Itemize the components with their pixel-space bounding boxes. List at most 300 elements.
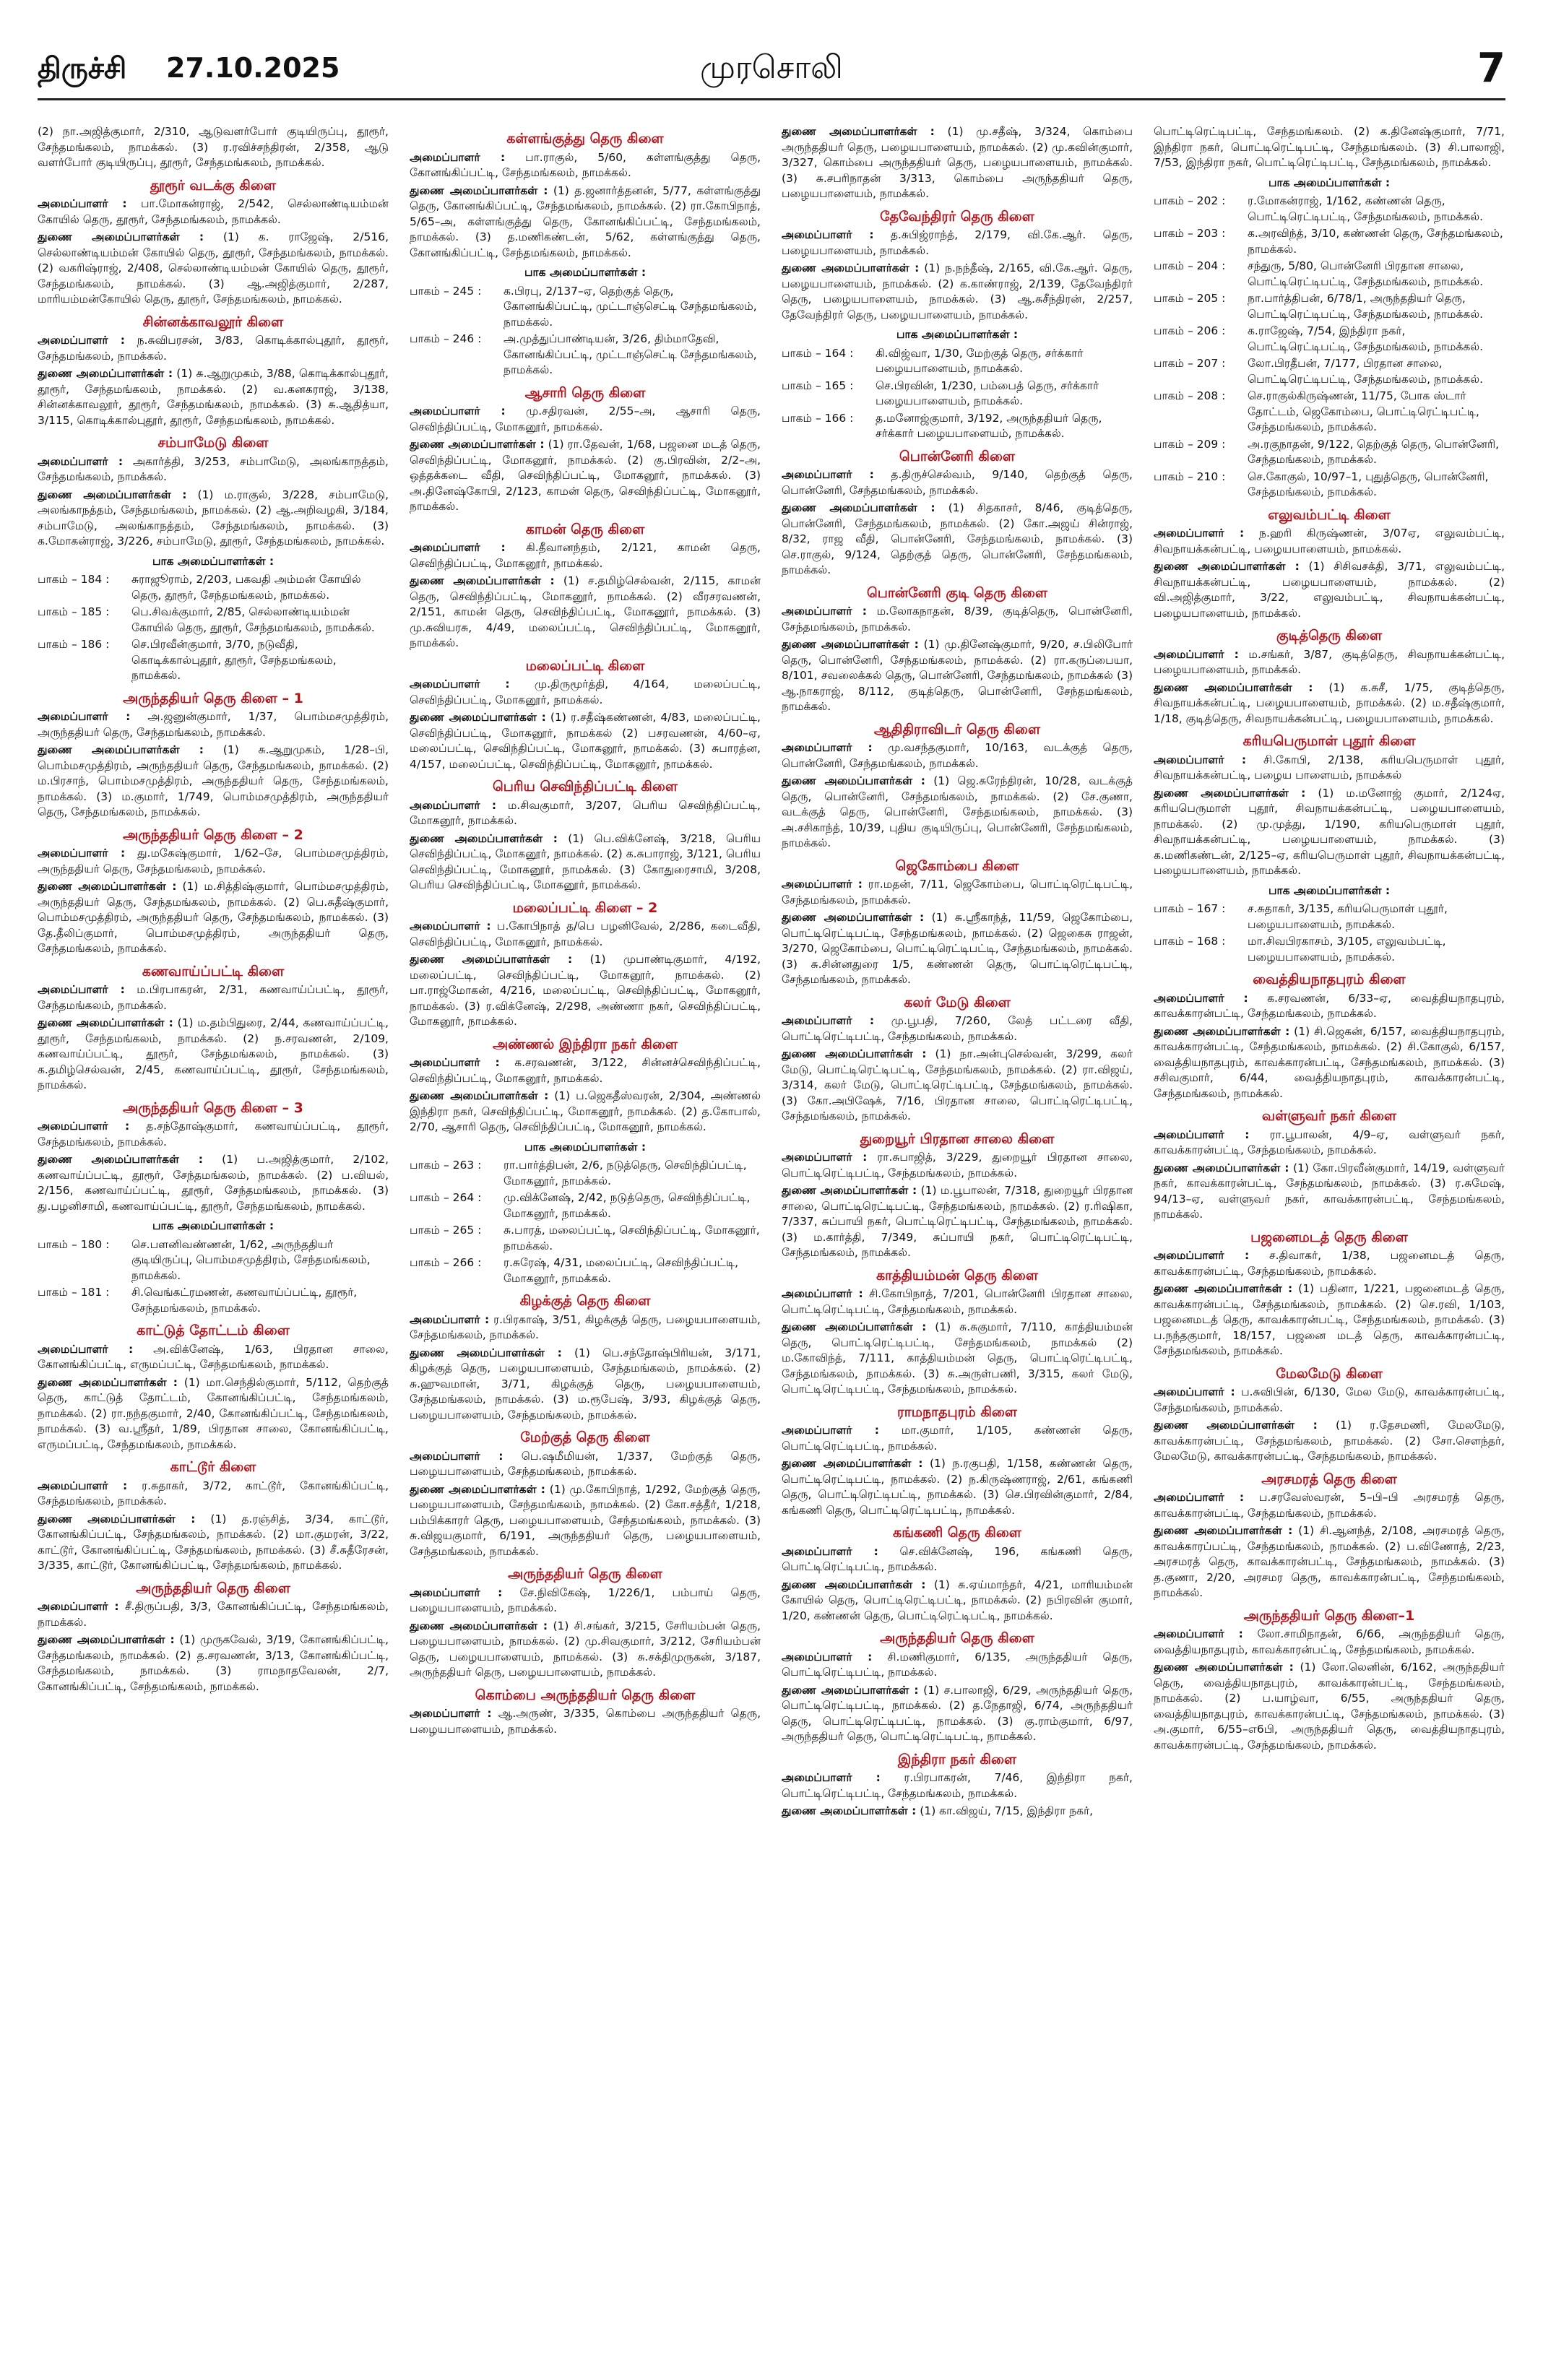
role-label: அமைப்பாளர் : bbox=[782, 741, 873, 754]
member-entry bbox=[782, 1456, 1133, 1518]
role-label: துணை அமைப்பாளர்கள் : bbox=[1154, 1024, 1290, 1038]
member-details: (1) ச.தமிழ்செல்வன், 2/115, காமன் தெரு, செவிந்திப்பட்டி, மோகனூர், நாமக்கல். (2) வீரசரவணன், 2/151, காமன் தெரு, செவிந்திப்பட்டி, மோகனூர், நாமக்கல். (3) மு.சுவியரசு, 4/49, மலைப்பட்டி, செவிந்திப்பட்டி, மோகனூர், நாமக்கல். bbox=[410, 574, 761, 649]
member-entry bbox=[782, 910, 1133, 988]
member-details: (1) சி.சங்கர், 3/215, சேரியம்பன் தெரு, பழையபாளையம், நாமக்கல். (2) மு.சிவகுமார், 3/212, சேரியம்பன் தெரு, பழையபாளையம், நாமக்கல். (3) சு.சக்திமுருகன், 3/187, அருந்ததியர் தெரு, பழையபாளையம், நாமக்கல். bbox=[410, 1619, 761, 1679]
branch-heading: அருந்ததியர் தெரு கிளை – 1 bbox=[123, 690, 303, 706]
member-details: (1) ந.ரகுபதி, 1/158, கண்ணன் தெரு, பொட்டிரெட்டிபட்டி, நாமக்கல். (2) ந.கிருஷ்ணராஜ், 2/61, கங்கணி தெரு, பொட்டிரெட்டிபட்டி, நாமக்கல். (3) செ.பிரவின்குமார், 2/84, கங்கணி தெரு, பொட்டிரெட்டிபட்டி, நாமக்கல். bbox=[782, 1457, 1133, 1517]
role-label: துணை அமைப்பாளர்கள் : bbox=[38, 1633, 175, 1646]
booth-organizer: க.பிரபு, 2/137–ஏ, தெற்குத் தெரு, கோனங்கிப்பட்டி, முட்டாஞ்செட்டி சேந்தமங்கலம், நாமக்கல். bbox=[503, 284, 757, 329]
role-label: துணை அமைப்பாளர்கள் : bbox=[410, 1482, 546, 1496]
member-details: மு.வசந்தகுமார், 10/163, வடக்குத் தெரு, பொன்னேரி, சேந்தமங்கலம், நாமக்கல். bbox=[782, 741, 1133, 770]
member-details: க.சரவணன், 3/122, சின்னச்செவிந்திப்பட்டி, செவிந்திப்பட்டி, மோகனூர், நாமக்கல். bbox=[410, 1056, 761, 1085]
role-label: துணை அமைப்பாளர்கள் : bbox=[1154, 786, 1306, 800]
role-label: அமைப்பாளர் : bbox=[38, 1479, 128, 1492]
member-details: (1) ம.மனோஜ் குமார், 2/124ஏ, கரியபெருமாள் புதூர், சிவநாயக்கன்பட்டி, பழையபாளையம், நாமக்கல். (2) மு.முத்து, 1/190, கரியபெருமாள் புதூர், சிவநாயக்கன்பட்டி, பழையபாளையம், நாமக்கல். (3) க.மணிகண்டன், 2/125–ஏ, கரியபெருமாள் புதூர், சிவநாயக்கன்பட்டி, பழையபாளையம், நாமக்கல். bbox=[1154, 786, 1505, 877]
booth-number: பாகம் – 184 : bbox=[38, 573, 110, 586]
booth-number: பாகம் – 209 : bbox=[1154, 437, 1226, 451]
role-label: துணை அமைப்பாளர்கள் : bbox=[1154, 1524, 1293, 1537]
branch-heading: ஜெகோம்பை கிளை bbox=[895, 857, 1019, 874]
member-details: (1) ப.ஜெகதீஸ்வரன், 2/304, அண்ணல் இந்திரா நகர், செவிந்திப்பட்டி, மோகனூர், நாமக்கல். (2) த.கோபால், 2/70, ஆசாரி தெரு, செவிந்திப்பட்டி, மோகனூர், நாமக்கல். bbox=[410, 1089, 761, 1133]
booth-organizer: செ.கோகுல், 10/97–1, புதுத்தெரு, பொன்னேரி, சேந்தமங்கலம், நாமக்கல். bbox=[1248, 469, 1489, 498]
member-entry bbox=[38, 230, 389, 308]
member-details: (1) ம.சித்திஷ்குமார், பொம்மசமுத்திரம், அருந்ததியர் தெரு, சேந்தமங்கலம், நாமக்கல். (2) பெ.சுதீஷ்குமார், பொம்மசமுத்திரம், அருந்ததியர் தெரு, சேந்தமங்கலம், நாமக்கல். (3) தே.தீலிப்குமார், பொம்மசமுத்திரம், அருந்ததியர் தெரு, சேந்தமங்கலம், நாமக்கல். bbox=[38, 880, 389, 955]
booth-entry bbox=[782, 346, 1133, 377]
role-label: துணை அமைப்பாளர்கள் : bbox=[410, 1089, 549, 1102]
branch-heading: ராமநாதபுரம் கிளை bbox=[896, 1403, 1018, 1420]
booth-entry bbox=[1154, 291, 1505, 322]
branch-heading: எலுவம்பட்டி கிளை bbox=[1268, 506, 1391, 523]
role-label: அமைப்பாளர் : bbox=[38, 1600, 119, 1613]
member-entry bbox=[782, 1286, 1133, 1317]
member-entry bbox=[782, 1047, 1133, 1125]
branch-heading: இந்திரா நகர் கிளை bbox=[897, 1751, 1017, 1767]
member-entry bbox=[782, 1650, 1133, 1681]
branch-heading: மேலமேடு கிளை bbox=[1276, 1365, 1383, 1382]
branch-heading: கள்ளங்குத்து தெரு கிளை bbox=[506, 131, 664, 147]
member-details: பெ.ஷமீமியன், 1/337, மேற்குத் தெரு, பழையபாளையம், சேந்தமங்கலம், நாமக்கல். bbox=[410, 1449, 761, 1478]
member-entry bbox=[782, 774, 1133, 852]
member-details: (1) கா.விஜய், 7/15, இந்திரா நகர், bbox=[920, 1804, 1094, 1817]
member-details: ச.திவாகர், 1/38, பஜனைமடத் தெரு, காவக்காரன்பட்டி, சேந்தமங்கலம், நாமக்கல். bbox=[1154, 1249, 1505, 1278]
booth-number: பாகம் – 210 : bbox=[1154, 469, 1226, 483]
booth-organizer: மு.விக்னேஷ், 2/42, நடுத்தெரு, செவிந்திப்பட்டி, மோகனூர், நாமக்கல். bbox=[503, 1191, 751, 1220]
member-details: (1) நா.அன்புசெல்வன், 3/299, கலர் மேடு, பொட்டிரெட்டிபட்டி, சேந்தமங்கலம், நாமக்கல். (2) ரா.விஜய், 3/314, கலர் மேடு, பொட்டிரெட்டிபட்டி, சேந்தமங்கலம், நாமக்கல். (3) கோ.அபிஷேக், 7/16, பிரதான சாலை, பொட்டிரெட்டிபட்டி, சேந்தமங்கலம், நாமக்கல். bbox=[782, 1047, 1133, 1122]
booth-organizer: பெ.சிவக்குமார், 2/85, செல்லாண்டியம்மன் கோயில் தெரு, தூரூர், சேந்தமங்கலம், நாமக்கல். bbox=[131, 605, 375, 634]
member-details: மு.திருமூர்த்தி, 4/164, மலைப்பட்டி, செவிந்திப்பட்டி, மோகனூர், நாமக்கல். bbox=[410, 678, 761, 706]
branch-heading: அருந்ததியர் தெரு கிளை – 2 bbox=[123, 826, 303, 843]
member-entry bbox=[782, 1423, 1133, 1454]
branch-heading: பொன்னேரி கிளை bbox=[899, 448, 1016, 464]
member-entry bbox=[782, 228, 1133, 259]
role-label: அமைப்பாளர் : bbox=[38, 454, 124, 468]
member-details: சே.நிவிகேஷ், 1/226/1, பம்பாய் தெரு, பழையபாளையம், நாமக்கல். bbox=[410, 1585, 761, 1614]
booth-entry bbox=[1154, 389, 1505, 436]
member-details: (1) முருகவேல், 3/19, கோனங்கிப்பட்டி, சேந்தமங்கலம், நாமக்கல். (2) த.சரவணன், 3/13, கோனங்கிப்பட்டி, சேந்தமங்கலம், நாமக்கல். (3) ராமநாதவேலன், 2/7, கோனங்கிப்பட்டி, சேந்தமங்கலம், நாமக்கல். bbox=[38, 1633, 389, 1693]
member-details: மு.பூபதி, 7/260, லேத் பட்டரை வீதி, பொட்டிரெட்டிபட்டி, சேந்தமங்கலம், நாமக்கல். bbox=[782, 1014, 1133, 1043]
booth-organizer: அ.முத்துப்பாண்டியன், 3/26, திம்மாதேவி, கோனங்கிப்பட்டி, முட்டாஞ்செட்டி சேந்தமங்கலம், நாமக்கல். bbox=[503, 332, 757, 376]
booth-entry bbox=[782, 378, 1133, 410]
booth-organizer: ரா.பார்த்திபன், 2/6, நடுத்தெரு, செவிந்திப்பட்டி, மோகனூர், நாமக்கல். bbox=[503, 1159, 747, 1187]
member-entry bbox=[38, 879, 389, 957]
member-details: ரா.சுபாஜித், 3/229, துறையூர் பிரதான சாலை, பொட்டிரெட்டிபட்டி, சேந்தமங்கலம், நாமக்கல். bbox=[782, 1151, 1133, 1180]
booth-organizer: த.மனோஜ்குமார், 3/192, அருந்ததியர் தெரு, சர்க்கார் பழையபாளையம், நாமக்கல். bbox=[876, 411, 1102, 440]
branch-heading: கொம்பை அருந்ததியர் தெரு கிளை bbox=[475, 1687, 696, 1703]
member-entry bbox=[410, 1619, 761, 1681]
member-entry bbox=[1154, 1385, 1505, 1416]
booth-organizer: சுராஜூராம், 2/203, பகவதி அம்மன் கோயில் தெரு, தூரூர், சேந்தமங்கலம், நாமக்கல். bbox=[131, 573, 361, 602]
role-label: துணை அமைப்பாளர்கள் : bbox=[38, 1153, 203, 1166]
role-label: அமைப்பாளர் : bbox=[410, 1056, 500, 1069]
booth-section-heading: பாக அமைப்பாளர்கள் : bbox=[1268, 176, 1391, 189]
member-details: (1) சு.ஆறுமுகம், 3/88, கொடிக்கால்புதூர், தூரூர், சேந்தமங்கலம், நாமக்கல். (2) வ.கனகராஜ், 3/138, சின்னக்காவலூர், தூரூர், சேந்தமங்கலம், நாமக்கல். (3) சு.ஆதித்யா, 3/115, கொடிக்கால்புதூர், தூரூர், சேந்தமங்கலம், நாமக்கல். bbox=[38, 367, 389, 427]
role-label: அமைப்பாளர் : bbox=[1154, 1627, 1243, 1640]
booth-entry bbox=[410, 1223, 761, 1254]
member-details: ம.லோகநாதன், 8/39, குடித்தெரு, பொன்னேரி, சேந்தமங்கலம், நாமக்கல். bbox=[782, 605, 1133, 633]
role-label: துணை அமைப்பாளர்கள் : bbox=[1154, 1161, 1289, 1174]
booth-organizer: சு.பாரத், மலைப்பட்டி, செவிந்திப்பட்டி, மோகனூர், நாமக்கல். bbox=[503, 1224, 760, 1252]
role-label: அமைப்பாளர் : bbox=[38, 197, 127, 210]
booth-number: பாகம் – 266 : bbox=[410, 1256, 482, 1269]
member-details: (1) சு.ஆறுமுகம், 1/28–பி, பொம்மசமுத்திரம், அருந்ததியர் தெரு, சேந்தமங்கலம், நாமக்கல். (2) ம.பிரசாந், பொம்மசமுத்திரம், அருந்ததியர் தெரு, சேந்தமங்கலம், நாமக்கல். (3) ம.குமார், 1/749, பொம்மசமுத்திரம், அருந்ததியர் தெரு, சேந்தமங்கலம், நாமக்கல். bbox=[38, 743, 389, 818]
member-entry bbox=[782, 501, 1133, 579]
role-label: துணை அமைப்பாளர்கள் : bbox=[1154, 1419, 1318, 1432]
member-details: ப.கோபிநாத் த/பெ பழனிவேல், 2/286, கடைவீதி, செவிந்திப்பட்டி, மோகனூர், நாமக்கல். bbox=[410, 919, 761, 948]
branch-heading: மேற்குத் தெரு கிளை bbox=[520, 1429, 650, 1445]
member-entry bbox=[1154, 647, 1505, 678]
member-details: அகார்த்தி, 3/253, சம்பாமேடு, அலங்காநத்தம், சேந்தமங்கலம், நாமக்கல். bbox=[38, 454, 389, 483]
member-entry bbox=[782, 1183, 1133, 1261]
member-entry bbox=[782, 1013, 1133, 1044]
role-label: அமைப்பாளர் : bbox=[410, 798, 497, 812]
member-entry bbox=[1154, 680, 1505, 727]
member-entry bbox=[410, 919, 761, 950]
booth-entry bbox=[1154, 469, 1505, 501]
booth-entry bbox=[1154, 259, 1505, 290]
member-details: அ.ஜனுன்குமார், 1/37, பொம்மசமுத்திரம், அருந்ததியர் தெரு, சேந்தமங்கலம், நாமக்கல். bbox=[38, 710, 389, 739]
member-entry bbox=[38, 124, 389, 171]
member-entry bbox=[410, 710, 761, 772]
member-entry bbox=[782, 1150, 1133, 1181]
member-entry bbox=[1154, 1490, 1505, 1521]
booth-number: பாகம் – 207 : bbox=[1154, 357, 1226, 370]
branch-heading: அருந்ததியர் தெரு கிளை–1 bbox=[1243, 1607, 1415, 1624]
member-entry bbox=[782, 1544, 1133, 1575]
member-entry bbox=[1154, 753, 1505, 784]
member-details: (1) சி.ஜெகன், 6/157, வைத்தியநாதபுரம், காவக்காரன்பட்டி, சேந்தமங்கலம், நாமக்கல். (2) சி.கோகுல், 6/157, வைத்தியநாதபுரம், காவக்காரன்பட்டி, சேந்தமங்கலம், நாமக்கல். (3) சசிவகுமார், 6/44, வைத்தியநாதபுரம், காவக்காரன்பட்டி, சேந்தமங்கலம், நாமக்கல். bbox=[1154, 1024, 1505, 1100]
booth-section-heading: பாக அமைப்பாளர்கள் : bbox=[524, 266, 647, 279]
member-entry bbox=[38, 982, 389, 1013]
branch-heading: ஆதிதிராவிடர் தெரு கிளை bbox=[873, 721, 1041, 737]
member-entry bbox=[38, 333, 389, 364]
booth-entry bbox=[410, 1158, 761, 1189]
member-entry bbox=[782, 261, 1133, 323]
role-label: துணை அமைப்பாளர்கள் : bbox=[410, 1619, 548, 1632]
role-label: அமைப்பாளர் : bbox=[1154, 527, 1245, 540]
booth-number: பாகம் – 204 : bbox=[1154, 259, 1226, 272]
role-label: அமைப்பாளர் : bbox=[1154, 1249, 1250, 1262]
branch-heading: அருந்ததியர் தெரு கிளை bbox=[136, 1580, 290, 1596]
booth-number: பாகம் – 263 : bbox=[410, 1159, 482, 1172]
member-entry bbox=[38, 1632, 389, 1695]
booth-organizer: சி.வெங்கட்ரமணன், கணவாய்ப்பட்டி, தூரூர், சேந்தமங்கலம், நாமக்கல். bbox=[131, 1286, 358, 1315]
role-label: அமைப்பாளர் : bbox=[782, 1014, 875, 1027]
member-details: ரா.மதன், 7/11, ஜெகோம்பை, பொட்டிரெட்டிபட்டி, சேந்தமங்கலம், நாமக்கல். bbox=[782, 878, 1133, 906]
member-details: (1) சி.ஆனந்த், 2/108, அரசமரத் தெரு, காவக்காரப்பட்டி, சேந்தமங்கலம், நாமக்கல். (2) ப.விணோத், 2/23, அரசமரத் தெரு, காவக்காரன்பட்டி, சேந்தமங்கலம், நாமக்கல். (3) த.குணா, 2/20, அரசமர தெரு, காவக்காரன்பட்டி, சேந்தமங்கலம், நாமக்கல். bbox=[1154, 1524, 1505, 1599]
booth-organizer: லோ.பிரதீபன், 7/177, பிரதான சாலை, பொட்டிரெட்டிபட்டி, சேந்தமங்கலம், நாமக்கல். bbox=[1248, 357, 1484, 386]
role-label: அமைப்பாளர் : bbox=[410, 541, 506, 554]
role-label: அமைப்பாளர் : bbox=[38, 1120, 130, 1133]
member-details: கி.தீவானந்தம், 2/121, காமன் தெரு, செவிந்திப்பட்டி, மோகனூர், நாமக்கல். bbox=[410, 541, 761, 570]
member-details: (1) பெ.விக்னேஷ், 3/218, பெரிய செவிந்திப்பட்டி, மோகனூர், நாமக்கல். (2) க.சுபாராஜ், 3/121, பெரிய செவிந்திப்பட்டி, மோகனூர், நாமக்கல். (3) கோதுரைசாமி, 3/208, பெரிய செவிந்திப்பட்டி, மோகனூர், நாமக்கல். bbox=[410, 831, 761, 891]
role-label: அமைப்பாளர் : bbox=[782, 468, 874, 481]
member-details: (1) சிசிவசக்தி, 3/71, எலுவம்பட்டி, சிவநாயக்கன்பட்டி, பழையபாளையம், நாமக்கல். (2) வி.அஜித்குமார், 3/22, எலுவம்பட்டி, சிவநாயக்கன்பட்டி, பழையபாளையம், நாமக்கல். bbox=[1154, 560, 1505, 620]
branch-heading: பஜனைமடத் தெரு கிளை bbox=[1250, 1229, 1408, 1245]
member-entry bbox=[410, 1312, 761, 1343]
member-entry bbox=[38, 1119, 389, 1150]
role-label: துணை அமைப்பாளர்கள் : bbox=[410, 183, 548, 197]
branch-heading: மலைப்பட்டி கிளை bbox=[525, 657, 645, 674]
member-details: (1) க. ராஜேஷ், 2/516, செல்லாண்டியம்மன் கோயில் தெரு, தூரூர், சேந்தமங்கலம், நாமக்கல். (2) வகரிஷ்ராஜ், 2/408, செல்லாண்டியம்மன் கோயில் தெரு, தூரூர், சேந்தமங்கலம், நாமக்கல். (3) ஆ.அஜித்குமார், 2/287, மாரியம்மன்கோயில் தெரு, தூரூர், சேந்தமங்கலம், நாமக்கல். bbox=[38, 230, 389, 306]
role-label: அமைப்பாளர் : bbox=[410, 1707, 492, 1720]
member-entry bbox=[1154, 1161, 1505, 1223]
member-details: (2) நா.அஜித்குமார், 2/310, ஆடுவளர்போர் குடியிருப்பு, தூரூர், சேந்தமங்கலம், நாமக்கல். (3) ர.ரவிச்சந்திரன், 2/358, ஆடு வளர்போர் குடியிருப்பு, தூரூர், சேந்தமங்கலம், நாமக்கல். bbox=[38, 125, 389, 169]
role-label: அமைப்பாளர் : bbox=[38, 710, 131, 723]
member-details: பொட்டிரெட்டிபட்டி, சேந்தமங்கலம். (2) க.தினேஷ்குமார், 7/71, இந்திரா நகர், பொட்டிரெட்டிபட்டி, சேந்தமங்கலம். (3) சி.பாலாஜி, 7/53, இந்திரா நகர், பொட்டிரெட்டிபட்டி, சேந்தமங்கலம், நாமக்கல். bbox=[1154, 125, 1505, 169]
role-label: அமைப்பாளர் : bbox=[38, 334, 125, 347]
booth-number: பாகம் – 181 : bbox=[38, 1286, 110, 1299]
branch-heading: காத்தியம்மன் தெரு கிளை bbox=[876, 1267, 1038, 1284]
branch-heading: கரியபெருமாள் புதூர் கிளை bbox=[1242, 733, 1416, 749]
member-details: (1) ம.பூபாலன், 7/318, துறையூர் பிரதான சாலை, பொட்டிரெட்டிபட்டி, சேந்தமங்கலம், நாமக்கல். (2) ர.ரிஷிகா, 7/337, சுப்பாயி நகர், பொட்டிரெட்டிபட்டி, சேந்தமங்கலம், நாமக்கல். (3) ம.கார்த்தி, 7/349, சுப்பாயி நகர், பொட்டிரெட்டிபட்டி, சேந்தமங்கலம், நாமக்கல். bbox=[782, 1184, 1133, 1259]
booth-organizer: மா.சிவபிரகாசம், 3/105, எலுவம்பட்டி, பழையபாளையம், நாமக்கல். bbox=[1248, 935, 1446, 964]
member-details: (1) த.ரஞ்சித், 3/34, காட்டூர், கோனங்கிப்பட்டி, சேந்தமங்கலம், நாமக்கல். (2) மா.குமரன், 3/22, காட்டூர், கோனங்கிப்பட்டி, சேந்தமங்கலம், நாமக்கல். (3) சீ.சுதீரேசன், 3/335, காட்டூர், கோனங்கிப்பட்டி, சேந்தமங்கலம், நாமக்கல். bbox=[38, 1512, 389, 1572]
booth-entry bbox=[1154, 901, 1505, 932]
member-details: சீ.திருப்பதி, 3/3, கோனங்கிப்பட்டி, சேந்தமங்கலம், நாமக்கல். bbox=[38, 1600, 389, 1629]
role-label: அமைப்பாளர் : bbox=[1154, 991, 1248, 1005]
branch-heading: கணவாய்ப்பட்டி கிளை bbox=[142, 963, 285, 979]
booth-number: பாகம் – 168 : bbox=[1154, 935, 1226, 948]
role-label: துணை அமைப்பாளர்கள் : bbox=[410, 711, 546, 724]
booth-entry bbox=[1154, 356, 1505, 387]
member-entry bbox=[410, 1482, 761, 1560]
role-label: அமைப்பாளர் : bbox=[782, 1424, 879, 1437]
member-entry bbox=[410, 798, 761, 829]
branch-heading: கங்கணி தெரு கிளை bbox=[893, 1525, 1021, 1541]
role-label: துணை அமைப்பாளர்கள் : bbox=[1154, 560, 1300, 573]
member-entry bbox=[1154, 1627, 1505, 1658]
role-label: அமைப்பாளர் : bbox=[410, 919, 491, 932]
member-details: ம.சங்கர், 3/87, குடித்தெரு, சிவநாயக்கன்பட்டி, பழையபாளையம், நாமக்கல். bbox=[1154, 647, 1505, 676]
branch-heading: அருந்ததியர் தெரு கிளை bbox=[880, 1630, 1034, 1646]
member-entry bbox=[410, 574, 761, 652]
booth-entry bbox=[1154, 324, 1505, 355]
member-details: (1) மா.செந்தில்குமார், 5/112, தெற்குத் தெரு, காட்டுத் தோட்டம், கோனங்கிப்பட்டி, சேந்தமங்கலம், நாமக்கல். (2) ரா.நந்தகுமார், 2/40, கோனங்கிப்பட்டி, சேந்தமங்கலம், நாமக்கல். (3) வ.ஸ்ரீதர், 1/89, பிரதான சாலை, கோனங்கிப்பட்டி, எருமப்பட்டி, சேந்தமங்கலம், நாமக்கல். bbox=[38, 1375, 389, 1451]
member-entry bbox=[38, 454, 389, 485]
role-label: துணை அமைப்பாளர்கள் : bbox=[782, 1320, 927, 1333]
member-entry bbox=[1154, 1418, 1505, 1465]
role-label: துணை அமைப்பாளர்கள் : bbox=[782, 1578, 926, 1591]
member-details: (1) த.ஜனார்த்தனன், 5/77, கள்ளங்குத்து தெரு, கோனங்கிப்பட்டி, சேந்தமங்கலம், நாமக்கல். (2) ரா.கோபிநாத், 5/65–அ, கள்ளங்குத்து தெரு, கோனங்கிப்பட்டி, சேந்தமங்கலம், நாமக்கல். (3) த.மணிகண்டன், 5/62, கள்ளங்குத்து தெரு, கோனங்கிப்பட்டி, சேந்தமங்கலம், நாமக்கல். bbox=[410, 183, 761, 259]
branch-heading: குடித்தெரு கிளை bbox=[1276, 628, 1383, 644]
booth-entry bbox=[410, 332, 761, 378]
member-details: (1) மு.தினேஷ்குமார், 9/20, ச.பிலிபோர் தெரு, பொன்னேரி, சேந்தமங்கலம், நாமக்கல். (2) ரா.கருப்பையா, 8/101, சவலைக்கல் தெரு, பொன்னேரி, சேந்தமங்கலம், நாமக்கல் (3) ஆ.நாகராஜ், 8/112, குடித்தெரு, பொன்னேரி, சேந்தமங்கலம், நாமக்கல். bbox=[782, 638, 1133, 713]
booth-number: பாகம் – 208 : bbox=[1154, 389, 1226, 402]
member-entry bbox=[782, 124, 1133, 202]
booth-organizer: ர.சுரேஷ், 4/31, மலைப்பட்டி, செவிந்திப்பட்டி, மோகனூர், நாமக்கல். bbox=[503, 1256, 739, 1285]
role-label: அமைப்பாளர் : bbox=[782, 605, 867, 618]
booth-entry bbox=[782, 411, 1133, 442]
member-details: (1) பதினா, 1/221, பஜனைமடத் தெரு, காவக்காரன்பட்டி, சேந்தமங்கலம், நாமக்கல். (2) செ.ரவி, 1/103, பஜனைமடத் தெரு, காவக்காரன்பட்டி, சேந்தமங்கலம், நாமக்கல். (3) ப.நந்தகுமார், 18/157, பஜனை மடத் தெரு, காவக்காரன்பட்டி, சேந்தமங்கலம், நாமக்கல். bbox=[1154, 1282, 1505, 1357]
branch-heading: அருந்ததியர் தெரு கிளை – 3 bbox=[123, 1099, 303, 1116]
booth-section-heading: பாக அமைப்பாளர்கள் : bbox=[896, 328, 1019, 341]
member-entry bbox=[782, 604, 1133, 635]
member-details: க.சரவணன், 6/33–ஏ, வைத்தியநாதபுரம், காவக்காரன்பட்டி, சேந்தமங்கலம், நாமக்கல். bbox=[1154, 991, 1505, 1020]
masthead bbox=[38, 42, 1505, 92]
member-details: ந.ஹரி கிருஷ்ணன், 3/07ஏ, எலுவம்பட்டி, சிவநாயக்கன்பட்டி, பழையபாளையம், நாமக்கல். bbox=[1154, 527, 1505, 555]
member-entry bbox=[782, 740, 1133, 771]
booth-organizer: நா.பார்த்திபன், 6/78/1, அருந்ததியர் தெரு, பொட்டிரெட்டிபட்டி, சேந்தமங்கலம், நாமக்கல். bbox=[1248, 292, 1484, 321]
member-details: சி.கோபி, 2/138, கரியபெருமாள் புதூர், சிவநாயக்கன்பட்டி, பழைய பாளையம், நாமக்கல் bbox=[1154, 753, 1505, 782]
branch-heading: பெரிய செவிந்திப்பட்டி கிளை bbox=[492, 779, 678, 795]
member-entry bbox=[1154, 786, 1505, 879]
member-details: (1) ர.சதீஷ்கண்ணன், 4/83, மலைப்பட்டி, செவிந்திப்பட்டி, மோகனூர், நாமக்கல் (2) பசரவணன், 4/60–ஏ, மலைப்பட்டி, செவிந்திப்பட்டி, மோகனூர், நாமக்கல். (3) சுபாரத்ன, 4/157, மலைப்பட்டி, செவிந்திப்பட்டி, மோகனூர், நாமக்கல். bbox=[410, 711, 761, 771]
column-3 bbox=[782, 124, 1133, 2356]
role-label: துணை அமைப்பாளர்கள் : bbox=[782, 1184, 917, 1197]
booth-organizer: கி.விஜ்வா, 1/30, மேற்குத் தெரு, சர்க்கார் பழையபாளையம், நாமக்கல். bbox=[876, 346, 1084, 375]
member-entry bbox=[782, 1320, 1133, 1398]
booth-number: பாகம் – 185 : bbox=[38, 605, 110, 618]
booth-entry bbox=[38, 572, 389, 603]
member-entry bbox=[38, 196, 389, 228]
member-entry bbox=[410, 677, 761, 708]
role-label: அமைப்பாளர் : bbox=[38, 847, 126, 860]
member-details: ரா.பூபாலன், 4/9–ஏ, வள்ளுவர் நகர், காவக்காரன்பட்டி, சேந்தமங்கலம், நாமக்கல். bbox=[1154, 1128, 1505, 1156]
member-entry bbox=[782, 467, 1133, 498]
branch-heading: காட்டூர் கிளை bbox=[170, 1459, 256, 1475]
member-entry bbox=[410, 404, 761, 435]
branch-heading: அண்ணல் இந்திரா நகர் கிளை bbox=[492, 1036, 678, 1052]
booth-number: பாகம் – 180 : bbox=[38, 1237, 110, 1251]
member-details: து.மகேஷ்குமார், 1/62–சே, பொம்மசமுத்திரம், அருந்ததியர் தெரு, சேந்தமங்கலம், நாமக்கல். bbox=[38, 847, 389, 875]
member-entry bbox=[1154, 1024, 1505, 1102]
member-details: (1) ம.தம்பிதுரை, 2/44, கணவாய்ப்பட்டி, தூரூர், சேந்தமங்கலம், நாமக்கல். (2) ந.சரவணன், 2/109, கணவாய்ப்பட்டி, தூரூர், சேந்தமங்கலம், நாமக்கல். (3) க.தமிழ்செல்வன், 2/45, கணவாய்ப்பட்டி, தூரூர், சேந்தமங்கலம், நாமக்கல். bbox=[38, 1016, 389, 1091]
branch-heading: பொன்னேரி குடி தெரு கிளை bbox=[866, 584, 1048, 601]
branch-heading: தூரூர் வடக்கு கிளை bbox=[150, 177, 276, 194]
role-label: அமைப்பாளர் : bbox=[38, 1342, 134, 1356]
role-label: துணை அமைப்பாளர்கள் : bbox=[1154, 680, 1313, 694]
member-details: பா.ராகுல், 5/60, கள்ளங்குத்து தெரு, கோனங்கிப்பட்டி, சேந்தமங்கலம், நாமக்கல். bbox=[410, 150, 761, 179]
member-details: மு.சதிரவன், 2/55–அ, ஆசாரி தெரு, செவிந்திப்பட்டி, மோகனூர், நாமக்கல். bbox=[410, 404, 761, 433]
booth-number: பாகம் – 203 : bbox=[1154, 227, 1226, 240]
member-details: (1) மு.சதீஷ், 3/324, கொம்பை அருந்ததியர் தெரு, பழையபாளையம், நாமக்கல். (2) மு.கவின்குமார், 3/327, கொம்பை அருந்ததியர் தெரு, பழையபாளையம், நாமக்கல். (3) சு.சபரிநாதன் 3/313, கொம்பை அருந்ததியர் தெரு, பழையபாளையம், நாமக்கல். bbox=[782, 125, 1133, 200]
member-entry bbox=[410, 150, 761, 181]
role-label: அமைப்பாளர் : bbox=[1154, 1128, 1250, 1141]
booth-organizer: ச.சுதாகர், 3/135, கரியபெருமாள் புதூர், பழையபாளையம், நாமக்கல். bbox=[1248, 902, 1448, 931]
booth-number: பாகம் – 164 : bbox=[782, 346, 854, 360]
role-label: துணை அமைப்பாளர்கள் : bbox=[410, 953, 573, 966]
branch-heading: வைத்தியநாதபுரம் கிளை bbox=[1253, 972, 1406, 987]
member-entry bbox=[410, 1346, 761, 1424]
role-label: அமைப்பாளர் : bbox=[1154, 1491, 1245, 1504]
member-details: ஆ.அருண், 3/335, கொம்பை அருந்ததியர் தெரு, பழையபாளையம், நாமக்கல். bbox=[410, 1707, 761, 1736]
branch-heading: அரசமரத் தெரு கிளை bbox=[1261, 1471, 1397, 1487]
role-label: அமைப்பாளர் : bbox=[410, 404, 506, 417]
member-details: த.சந்தோஷ்குமார், கணவாய்ப்பட்டி, தூரூர், சேந்தமங்கலம், நாமக்கல். bbox=[38, 1120, 389, 1148]
booth-number: பாகம் – 166 : bbox=[782, 411, 854, 425]
booth-organizer: செ.பிரவீன்குமார், 3/70, நடுவீதி, கொடிக்கால்புதூர், தூரூர், சேந்தமங்கலம், நாமக்கல். bbox=[131, 638, 337, 682]
page-number: 7 bbox=[1477, 45, 1505, 92]
member-details: (1) கோ.பிரவீன்குமார், 14/19, வள்ளுவர் நகர், காவக்காரன்பட்டி, சேந்தமங்கலம், நாமக்கல். (3) ர.சுமேஷ், 94/13–ஏ, வள்ளுவர் நகர், காவக்காரன்பட்டி, சேந்தமங்கலம், நாமக்கல். bbox=[1154, 1161, 1505, 1221]
member-details: (1) பெ.சந்தோஷ்பிரியன், 3/171, கிழக்குத் தெரு, பழையபாளையம், சேந்தமங்கலம், நாமக்கல். (2) சு.ஹுவமான், 3/71, கிழக்குத் தெரு, பழையபாளையம், சேந்தமங்கலம், நாமக்கல். (3) ம.ரூபேஷ், 3/93, கிழக்குத் தெரு, பழையபாளையம், சேந்தமங்கலம், நாமக்கல். bbox=[410, 1346, 761, 1421]
role-label: துணை அமைப்பாளர்கள் : bbox=[38, 743, 204, 756]
role-label: அமைப்பாளர் : bbox=[782, 1287, 863, 1300]
role-label: துணை அமைப்பாளர்கள் : bbox=[782, 1047, 927, 1060]
role-label: துணை அமைப்பாளர்கள் : bbox=[782, 1683, 919, 1697]
booth-entry bbox=[410, 284, 761, 331]
booth-section-heading: பாக அமைப்பாளர்கள் : bbox=[152, 554, 275, 568]
member-details: (1) சு.ஏய்மாந்தர், 4/21, மாரியம்மன் கோயில் தெரு, பொட்டிரெட்டிபட்டி, நாமக்கல். (2) நபிரவின் குமார், 1/20, கண்ணன் தெரு, பொட்டிரெட்டிபட்டி, நாமக்கல். bbox=[782, 1578, 1133, 1622]
column-4 bbox=[1154, 124, 1505, 2356]
article-body bbox=[38, 124, 1505, 2356]
branch-heading: வள்ளுவர் நகர் கிளை bbox=[1261, 1108, 1397, 1124]
member-details: (1) மு.கோபிநாத், 1/292, மேற்குத் தெரு, பழையபாளையம், சேந்தமங்கலம், நாமக்கல். (2) கோ.சத்தீர், 1/218, பம்பிக்காரர் தெரு, பழையபாளையம், சேந்தமங்கலம், நாமக்கல். (3) சு.விஜயகுமார், 6/191, அருந்ததியர் தெரு, பழையபாளையம், சேந்தமங்கலம், நாமக்கல். bbox=[410, 1482, 761, 1558]
booth-organizer: செ.பிரவின், 1/230, பம்பைத் தெரு, சர்க்கார் பழையபாளையம், நாமக்கல். bbox=[876, 378, 1099, 407]
member-entry bbox=[1154, 1523, 1505, 1601]
branch-heading: துறையூர் பிரதான சாலை கிளை bbox=[860, 1130, 1055, 1147]
booth-entry bbox=[410, 1255, 761, 1286]
role-label: துணை அமைப்பாளர்கள் : bbox=[1154, 1282, 1293, 1295]
member-entry bbox=[1154, 1248, 1505, 1279]
member-entry bbox=[782, 1578, 1133, 1624]
role-label: துணை அமைப்பாளர்கள் : bbox=[38, 880, 177, 893]
member-entry bbox=[1154, 559, 1505, 621]
member-details: ப.சுவிபின், 6/130, மேல மேடு, காவக்காரன்பட்டி, சேந்தமங்கலம், நாமக்கல். bbox=[1154, 1385, 1505, 1414]
member-entry bbox=[1154, 1660, 1505, 1753]
edition-city: திருச்சி bbox=[38, 52, 127, 85]
booth-number: பாகம் – 205 : bbox=[1154, 292, 1226, 305]
role-label: துணை அமைப்பாளர்கள் : bbox=[38, 230, 204, 243]
member-details: சி.மணிகுமார், 6/135, அருந்ததியர் தெரு, பொட்டிரெட்டிபட்டி, நாமக்கல். bbox=[782, 1650, 1133, 1679]
member-details: மா.குமார், 1/105, கண்ணன் தெரு, பொட்டிரெட்டிபட்டி, நாமக்கல். bbox=[782, 1424, 1133, 1453]
branch-heading: சம்பாமேடு கிளை bbox=[157, 435, 269, 451]
member-details: த.சுபிஜ்ராந்த், 2/179, வி.கே.ஆர். தெரு, பழையபாளையம், நாமக்கல். bbox=[782, 228, 1133, 257]
booth-organizer: செ.பளனிவண்ணன், 1/62, அருந்ததியர் குடியிருப்பு, பொம்மசமுத்திரம், சேந்தமங்கலம், நாமக்கல். bbox=[131, 1237, 371, 1282]
booth-number: பாகம் – 246 : bbox=[410, 332, 482, 345]
booth-number: பாகம் – 202 : bbox=[1154, 194, 1226, 207]
role-label: அமைப்பாளர் : bbox=[410, 1449, 503, 1463]
booth-organizer: அ.ரகுநாதன், 9/122, தெற்குத் தெரு, பொன்னேரி, சேந்தமங்கலம், நாமக்கல். bbox=[1248, 437, 1500, 466]
role-label: துணை அமைப்பாளர்கள் : bbox=[1154, 1661, 1294, 1674]
member-entry bbox=[38, 1152, 389, 1214]
member-details: (1) சிதகாசர், 8/46, குடித்தெரு, பொன்னேரி, சேந்தமங்கலம், நாமக்கல். (2) கோ.அஜய் சின்ராஜ், 8/32, ராஜ வீதி, பொன்னேரி, சேந்தமங்கலம், நாமக்கல். (3) செ.ராகுல், 9/124, தெற்குத் தெரு, பொன்னேரி, சேந்தமங்கலம், நாமக்கல். bbox=[782, 501, 1133, 576]
role-label: துணை அமைப்பாளர்கள் : bbox=[782, 638, 919, 651]
branch-heading: அருந்ததியர் தெரு கிளை bbox=[508, 1566, 662, 1582]
member-details: (1) ப.அஜித்குமார், 2/102, கணவாய்ப்பட்டி, தூரூர், சேந்தமங்கலம், நாமக்கல். (2) ப.வியல், 2/156, கணவாய்ப்பட்டி, தூரூர், சேந்தமங்கலம், நாமக்கல். (3) து.பழனிசாமி, கணவாய்ப்பட்டி, தூரூர், சேந்தமங்கலம், நாமக்கல். bbox=[38, 1153, 389, 1213]
member-details: ர.பிரபாகரன், 7/46, இந்திரா நகர், பொட்டிரெட்டிபட்டி, சேந்தமங்கலம், நாமக்கல். bbox=[782, 1771, 1133, 1800]
role-label: அமைப்பாளர் : bbox=[410, 1312, 490, 1326]
member-details: (1) ரா.தேவன், 1/68, பஜனை மடத் தெரு, செவிந்திப்பட்டி, மோகனூர், நாமக்கல். (2) கு.பிரவின், 2/2–அ, ஒத்தக்கடை வீதி, செவிந்திப்பட்டி, மோகனூர், நாமக்கல். (3) அ.தினேஷ்கோபி, 2/123, காமன் தெரு, செவிந்திப்பட்டி, மோகனூர், நாமக்கல். bbox=[410, 438, 761, 513]
member-entry bbox=[1154, 1128, 1505, 1159]
newspaper-name: முரசொலி bbox=[700, 49, 843, 86]
member-entry bbox=[410, 831, 761, 893]
booth-section-heading: பாக அமைப்பாளர்கள் : bbox=[524, 1140, 647, 1154]
branch-heading: கிழக்குத் தெரு கிளை bbox=[519, 1293, 651, 1309]
role-label: துணை அமைப்பாளர்கள் : bbox=[782, 125, 935, 138]
role-label: அமைப்பாளர் : bbox=[782, 1544, 878, 1558]
member-details: ர.சுதாகர், 3/72, காட்டூர், கோனங்கிப்பட்டி, சேந்தமங்கலம், நாமக்கல். bbox=[38, 1479, 389, 1507]
member-details: (1) ஜெ.சுரேந்திரன், 10/28, வடக்குத் தெரு, பொன்னேரி, சேந்தமங்கலம், நாமக்கல். (2) சே.குணா, வடக்குத் தெரு, பொன்னேரி, சேந்தமங்கலம், நாமக்கல். (3) அ.சசிகாந்த், 10/39, புதிய குடியிருப்பு, பொன்னேரி, சேந்தமங்கலம், நாமக்கல். bbox=[782, 774, 1133, 849]
booth-number: பாகம் – 206 : bbox=[1154, 324, 1226, 337]
booth-number: பாகம் – 165 : bbox=[782, 378, 854, 392]
member-details: லோ.சாமிநாதன், 6/66, அருந்ததியர் தெரு, வைத்தியநாதபுரம், காவக்காரன்பட்டி, சேந்தமங்கலம், நாமக்கல். bbox=[1154, 1627, 1505, 1656]
member-entry bbox=[38, 846, 389, 877]
role-label: அமைப்பாளர் : bbox=[782, 1151, 868, 1164]
member-details: ம.பிரபாகரன், 2/31, கணவாய்ப்பட்டி, தூரூர், சேந்தமங்கலம், நாமக்கல். bbox=[38, 983, 389, 1012]
member-entry bbox=[1154, 124, 1505, 171]
branch-heading: காட்டுத் தோட்டம் கிளை bbox=[137, 1323, 290, 1338]
member-entry bbox=[782, 1683, 1133, 1745]
role-label: துணை அமைப்பாளர்கள் : bbox=[782, 774, 925, 787]
member-entry bbox=[38, 709, 389, 740]
edition-date: 27.10.2025 bbox=[166, 52, 340, 84]
member-details: (1) ர.தேசமணி, மேலமேடு, காவக்காரன்பட்டி, சேந்தமங்கலம், நாமக்கல். (2) சோ.செளந்தர், மேலமேடு, காவக்காரன்பட்டி, சேந்தமங்கலம், நாமக்கல். bbox=[1154, 1419, 1505, 1463]
member-entry bbox=[410, 1585, 761, 1617]
member-details: (1) சு.சுகுமார், 7/110, காத்தியம்மன் தெரு, பொட்டிரெட்டிபட்டி, சேந்தமங்கலம், நாமக்கல் (2) ம.கோவிந்த், 7/111, காத்தியம்மன் தெரு, பொட்டிரெட்டிபட்டி, சேந்தமங்கலம், நாமக்கல். (3) சு.அருள்பணி, 3/315, கலர் மேடு, பொட்டிரெட்டிபட்டி, சேந்தமங்கலம், நாமக்கல். bbox=[782, 1320, 1133, 1395]
role-label: துணை அமைப்பாளர்கள் : bbox=[410, 438, 545, 451]
member-entry bbox=[38, 1342, 389, 1373]
member-entry bbox=[410, 540, 761, 571]
booth-number: பாகம் – 186 : bbox=[38, 638, 110, 651]
